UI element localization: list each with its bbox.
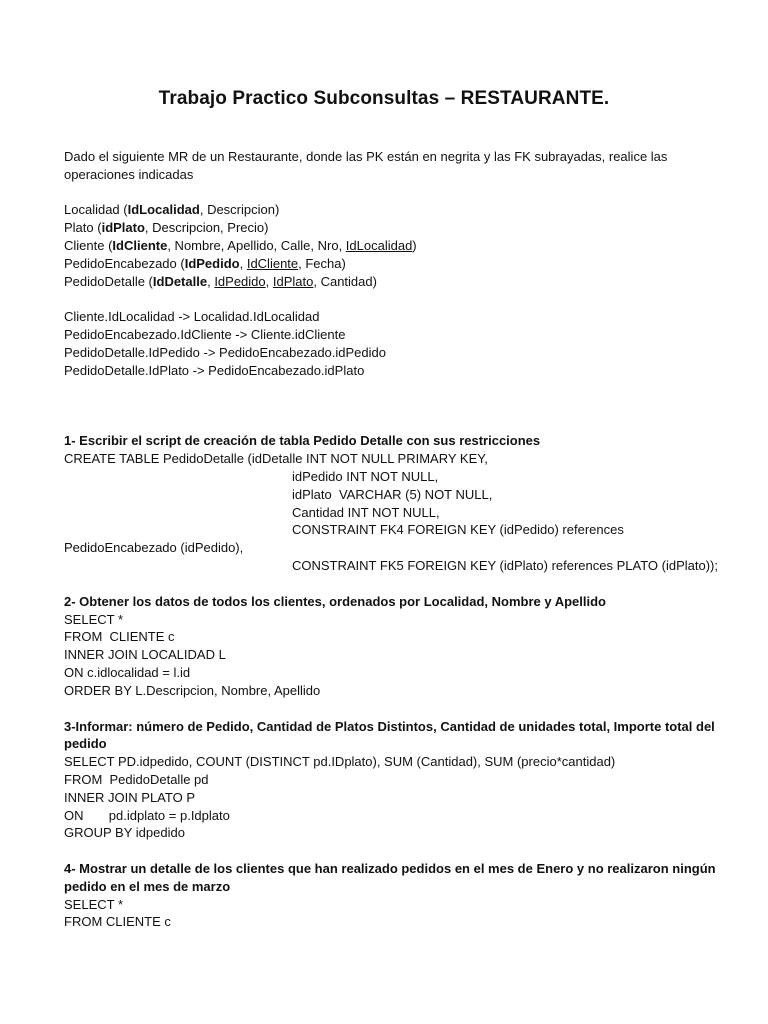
question-2	[64, 593, 734, 700]
primary-key: IdCliente	[112, 237, 168, 253]
primary-key: IdLocalidad	[127, 202, 200, 218]
relation-line: Cliente.IdLocalidad -> Localidad.IdLocalidad	[64, 309, 320, 325]
page-title: Trabajo Practico Subconsultas – RESTAURANTE.	[158, 88, 610, 109]
code-line: FROM PedidoDetalle pd	[64, 771, 209, 787]
code-line: ORDER BY L.Descripcion, Nombre, Apellido	[64, 682, 321, 698]
code-line: SELECT *	[64, 896, 124, 912]
table-name: PedidoEncabezado (	[64, 255, 185, 271]
code-line: CONSTRAINT FK5 FOREIGN KEY (idPlato) references PLATO (idPlato));	[292, 557, 718, 573]
foreign-key: IdLocalidad	[345, 237, 413, 253]
code-line: idPedido INT NOT NULL,	[292, 468, 439, 484]
separator: ,	[265, 273, 273, 289]
relations-list	[64, 308, 734, 379]
question-1	[64, 432, 734, 574]
question-4	[64, 860, 734, 931]
attributes-end: , Cantidad)	[313, 273, 377, 289]
question-heading: 2- Obtener los datos de todos los clientes, ordenados por Localidad, Nombre y Apellido	[64, 593, 606, 609]
code-line: CREATE TABLE PedidoDetalle (idDetalle INT NOT NULL PRIMARY KEY,	[64, 451, 488, 467]
code-line: ON pd.idplato = p.Idplato	[64, 807, 230, 823]
code-line: SELECT *	[64, 611, 124, 627]
question-3	[64, 718, 734, 843]
relation-line: PedidoDetalle.IdPedido -> PedidoEncabezado.idPedido	[64, 344, 386, 360]
table-name: Cliente (	[64, 237, 113, 253]
schema-localidad	[64, 201, 734, 219]
code-line: Cantidad INT NOT NULL,	[292, 504, 440, 520]
schema-cliente	[64, 237, 734, 255]
intro-paragraph: Dado el siguiente MR de un Restaurante, donde las PK están en negrita y las FK subrayadas, realice las operaciones indicadas	[64, 149, 668, 182]
schema-list	[64, 201, 734, 290]
attributes-end: )	[412, 237, 417, 253]
schema-plato	[64, 219, 734, 237]
code-line: idPlato VARCHAR (5) NOT NULL,	[292, 486, 493, 502]
separator: ,	[239, 255, 247, 271]
relation-line: PedidoEncabezado.IdCliente -> Cliente.idCliente	[64, 326, 346, 342]
code-line: CONSTRAINT FK4 FOREIGN KEY (idPedido) references	[292, 522, 624, 538]
attributes: , Nombre, Apellido, Calle, Nro,	[167, 237, 346, 253]
table-name: Localidad (	[64, 202, 128, 218]
attributes-end: , Fecha)	[298, 255, 346, 271]
foreign-key: IdCliente	[246, 255, 299, 271]
code-line: FROM CLIENTE c	[64, 629, 175, 645]
question-heading: 3-Informar: número de Pedido, Cantidad de Platos Distintos, Cantidad de unidades total, Importe total del pedido	[64, 718, 715, 752]
schema-pedido-encabezado	[64, 255, 734, 273]
document-body	[64, 148, 734, 931]
code-line: FROM CLIENTE c	[64, 914, 171, 930]
table-name: PedidoDetalle (	[64, 273, 153, 289]
code-line: PedidoEncabezado (idPedido),	[64, 540, 244, 556]
primary-key: idPlato	[101, 220, 145, 236]
code-line: GROUP BY idpedido	[64, 825, 185, 841]
primary-key: IdPedido	[184, 255, 240, 271]
question-heading: 1- Escribir el script de creación de tabla Pedido Detalle con sus restricciones	[64, 433, 541, 449]
table-name: Plato (	[64, 220, 102, 236]
schema-pedido-detalle	[64, 273, 734, 291]
relation-line: PedidoDetalle.IdPlato -> PedidoEncabezado.idPlato	[64, 362, 365, 378]
question-heading: 4- Mostrar un detalle de los clientes que han realizado pedidos en el mes de Enero y no realizaron ningún pedido en el mes de marzo	[64, 861, 716, 894]
primary-key: IdDetalle	[152, 273, 208, 289]
code-line: INNER JOIN PLATO P	[64, 789, 195, 805]
separator: ,	[207, 273, 215, 289]
attributes: , Descripcion)	[199, 202, 280, 218]
foreign-key: IdPlato	[272, 273, 314, 289]
code-line: SELECT PD.idpedido, COUNT (DISTINCT pd.IDplato), SUM (Cantidad), SUM (precio*cantidad)	[64, 754, 616, 770]
foreign-key: IdPedido	[214, 273, 266, 289]
code-line: INNER JOIN LOCALIDAD L	[64, 647, 226, 663]
attributes: , Descripcion, Precio)	[144, 220, 269, 236]
code-line: ON c.idlocalidad = l.id	[64, 664, 191, 680]
